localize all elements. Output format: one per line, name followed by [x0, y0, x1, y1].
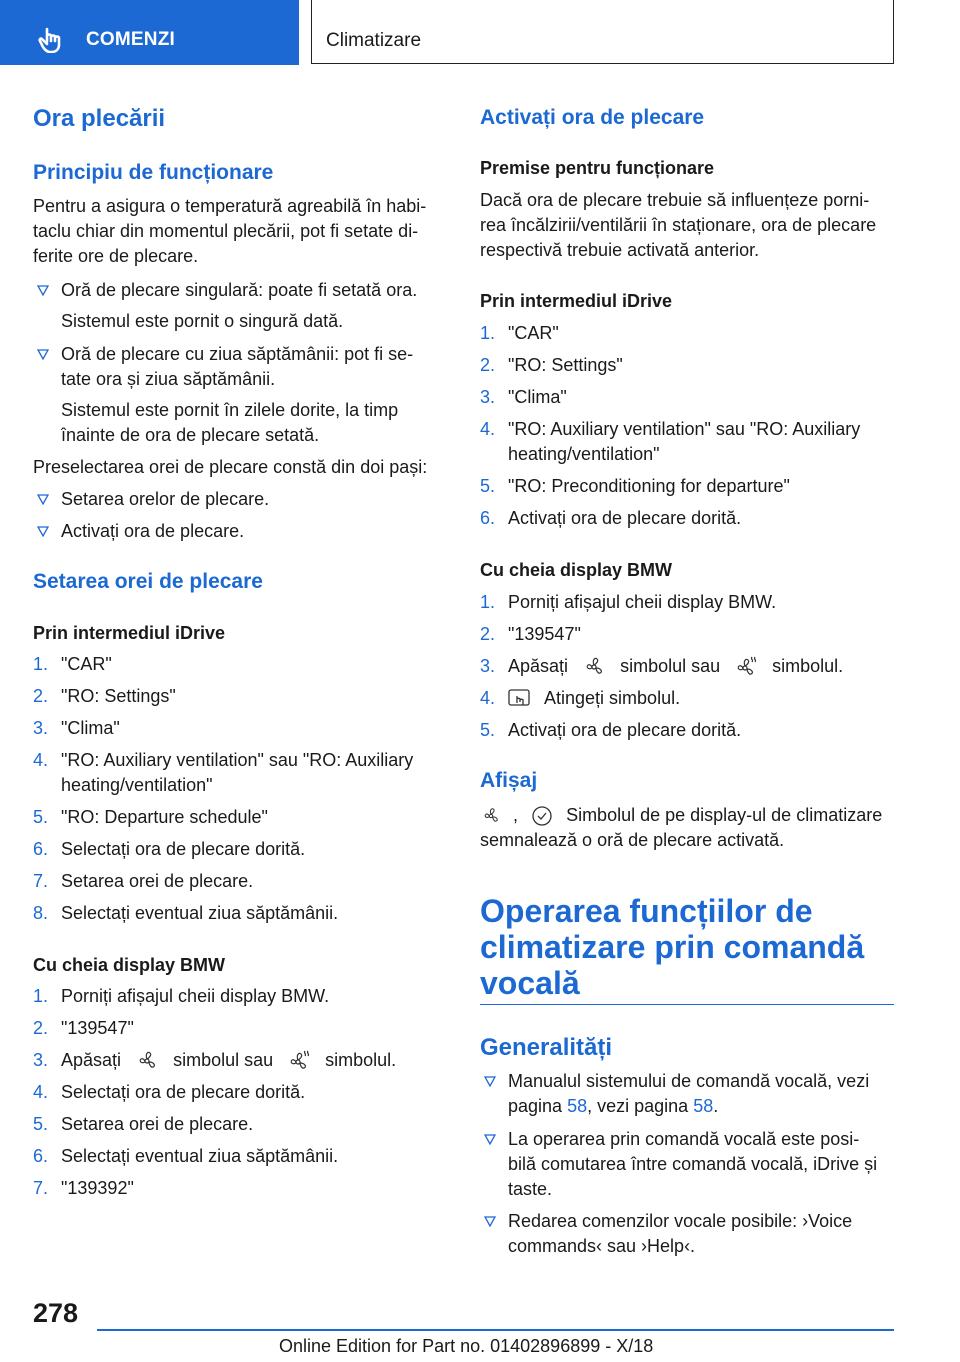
bullet-text: commands‹ sau ›Help‹.: [508, 1236, 696, 1256]
fan-icon: [134, 1050, 160, 1072]
page-link[interactable]: 58: [693, 1096, 714, 1116]
afisaj-heading: Afișaj: [480, 769, 538, 792]
touch-hand-icon: [38, 27, 64, 53]
bullet-text: Manualul sistemului de comandă vocală, vezi: [508, 1071, 870, 1091]
clock-icon: [531, 805, 553, 827]
bullet-subtext: Sistemul este pornit în zilele dorite, la timp: [61, 400, 399, 420]
section-title: Ora plecării: [33, 105, 166, 132]
setarea-heading: Setarea orei de plecare: [33, 570, 263, 593]
heading-divider: [480, 1004, 894, 1005]
activate-heading: Activați ora de plecare: [480, 106, 705, 129]
text-line: semnalează o oră de plecare activată.: [480, 830, 785, 850]
afisaj-text: [480, 803, 894, 853]
text-line: respectivă trebuie activată anterior.: [480, 240, 760, 260]
bullet-text: pagina 58, vezi pagina 58.: [508, 1096, 719, 1116]
header-section: [311, 0, 894, 64]
page-link[interactable]: 58: [567, 1096, 588, 1116]
general-heading: Generalități: [480, 1034, 613, 1061]
bullet-triangle-icon: [37, 285, 49, 296]
fan-icon: [480, 805, 502, 827]
text-line: Dacă ora de plecare trebuie să influențeze porni-: [480, 190, 870, 210]
separator: ,: [513, 805, 519, 825]
text-line: Simbolul de pe display-ul de climatizare: [566, 805, 883, 825]
key-label: Cu cheia display BMW: [480, 560, 673, 580]
header-tab-label: COMENZI: [86, 29, 176, 50]
principiu-heading: Principiu de funcționare: [33, 161, 274, 184]
bullet-text: La operarea prin comandă vocală este posi-: [508, 1129, 860, 1149]
bullet-text: bilă comutarea între comandă vocală, iDrive și: [508, 1154, 878, 1174]
bullet-triangle-icon: [37, 526, 49, 537]
bullet-triangle-icon: [37, 494, 49, 505]
bullet-triangle-icon: [484, 1134, 496, 1145]
key-label: Cu cheia display BMW: [33, 955, 226, 975]
fan-icon: [581, 656, 607, 678]
bullet-text: tate ora și ziua săptămânii.: [61, 369, 276, 389]
idrive-label: Prin intermediul iDrive: [33, 623, 226, 643]
text-line: ferite ore de plecare.: [33, 246, 199, 266]
bullet-triangle-icon: [484, 1216, 496, 1227]
bullet-text: Oră de plecare singulară: poate fi setată ora.: [61, 280, 418, 300]
touch-symbol-icon: [508, 689, 530, 709]
bullet-text: Oră de plecare cu ziua săptămânii: pot fi se-: [61, 344, 414, 364]
bullet-text: Activați ora de plecare.: [61, 521, 245, 541]
idrive-label: Prin intermediul iDrive: [480, 291, 673, 311]
footer-divider: [97, 1329, 894, 1331]
fan-heating-icon: [733, 656, 759, 678]
voice-heading: Operarea funcțiilor de climatizare prin comandă vocală: [480, 893, 865, 1001]
bullet-text: Setarea orelor de plecare.: [61, 489, 270, 509]
footer-edition: Online Edition for Part no. 01402896899 - X/18: [279, 1336, 654, 1356]
header-section-label: Climatizare: [326, 30, 422, 51]
premise-text: [480, 188, 894, 263]
bullet-triangle-icon: [484, 1076, 496, 1087]
bullet-subtext: Sistemul este pornit o singură dată.: [61, 311, 344, 331]
bullet-subtext: înainte de ora de plecare setată.: [61, 425, 320, 445]
text-line: Pentru a asigura o temperatură agreabilă în habi-: [33, 196, 427, 216]
fan-heating-icon: [286, 1050, 312, 1072]
bullet-triangle-icon: [37, 349, 49, 360]
page-number: 278: [33, 1298, 79, 1328]
premise-label: Premise pentru funcționare: [480, 158, 715, 178]
preselect-text: Preselectarea orei de plecare constă din doi pași:: [33, 457, 428, 477]
bullet-text: Redarea comenzilor vocale posibile: ›Voice: [508, 1211, 853, 1231]
header-tab-comenzi[interactable]: [0, 0, 299, 65]
bullet-text: taste.: [508, 1179, 553, 1199]
text-line: rea încălzirii/ventilării în staționare, ora de plecare: [480, 215, 877, 235]
text-line: taclu chiar din momentul plecării, pot fi setate di-: [33, 221, 419, 241]
principiu-text: [33, 194, 453, 269]
